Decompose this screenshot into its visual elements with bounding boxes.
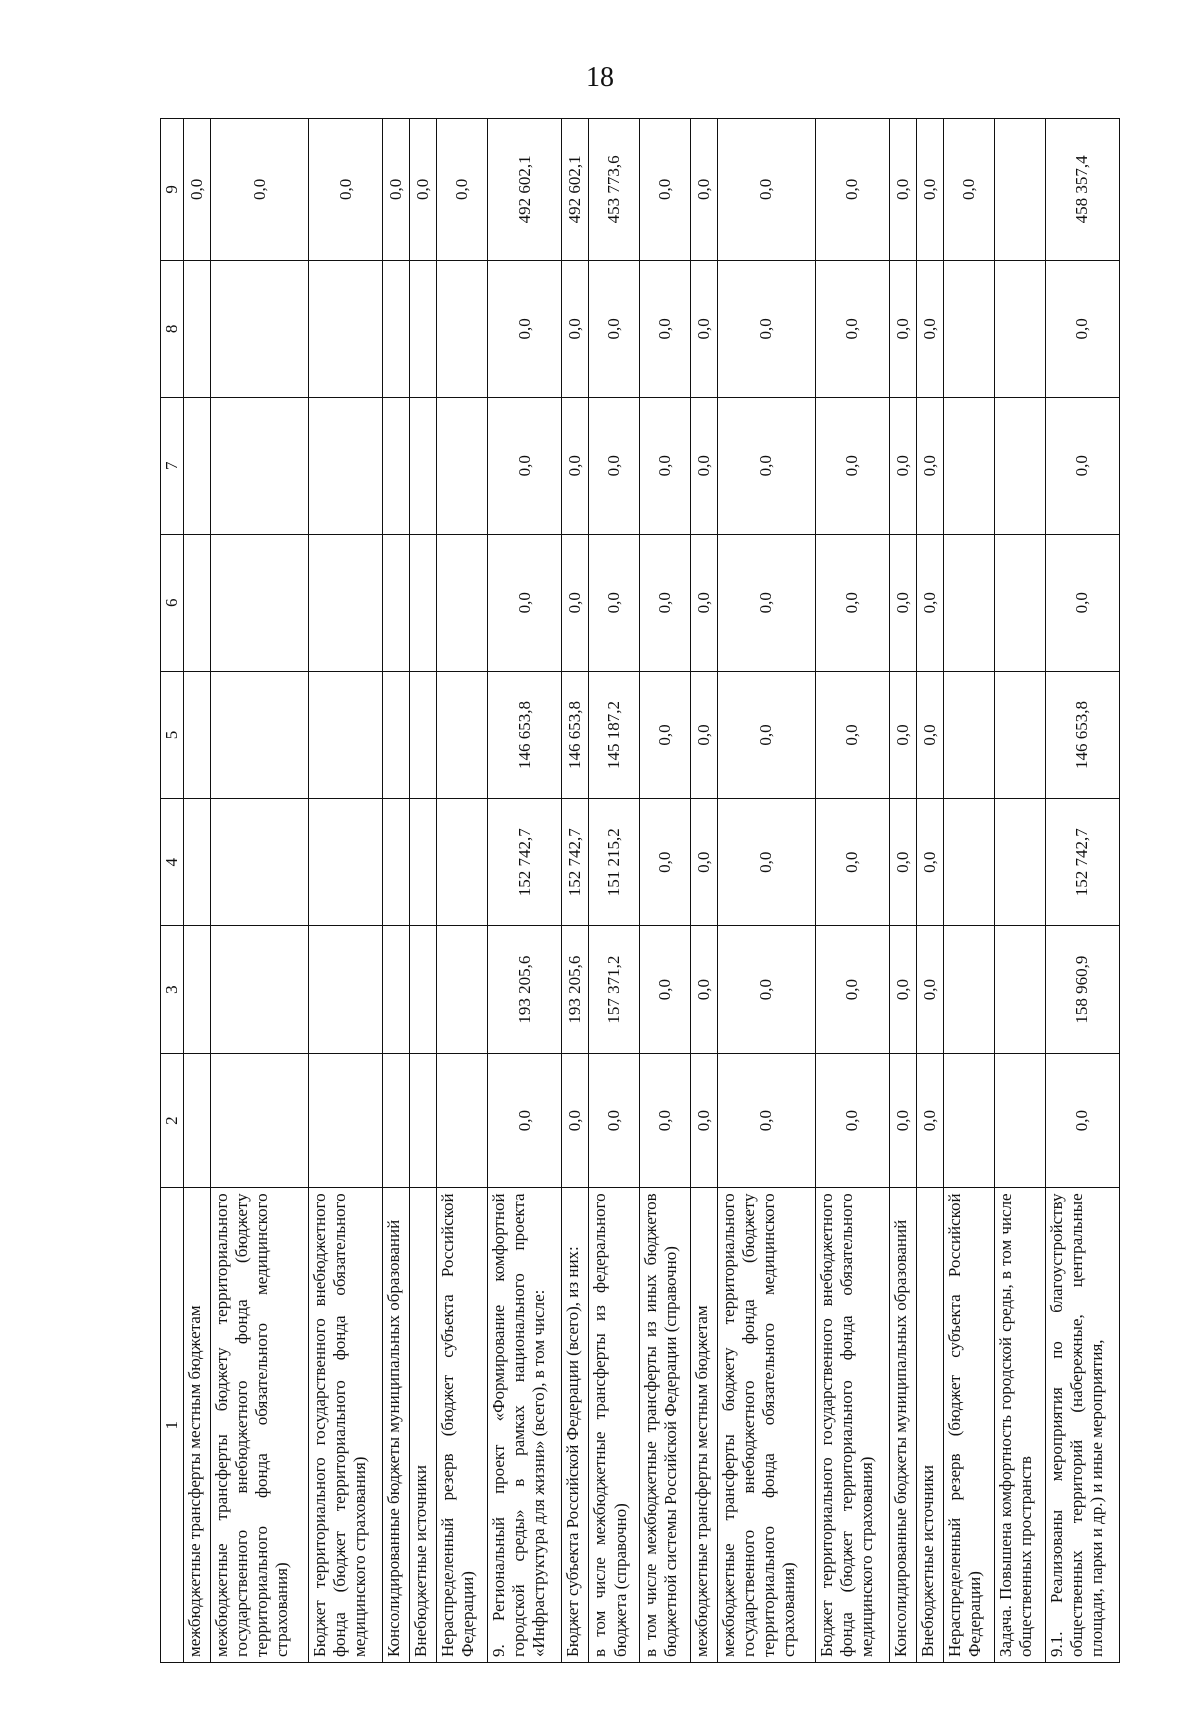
value-cell: 145 187,2 [589,671,640,798]
value-cell: 146 653,8 [562,671,589,798]
value-cell [308,260,382,397]
value-cell [383,926,410,1053]
value-cell [308,397,382,534]
value-cell [184,926,211,1053]
rotated-table-area [160,118,1120,1663]
value-cell: 0,0 [690,119,717,261]
value-cell [184,1053,211,1188]
value-cell: 492 602,1 [562,119,589,261]
value-cell [944,799,995,926]
value-cell [994,119,1045,261]
value-cell [184,534,211,671]
value-cell: 0,0 [890,926,917,1053]
value-cell: 0,0 [184,119,211,261]
value-cell: 0,0 [717,926,815,1053]
value-cell [383,260,410,397]
table-body [184,119,1120,1663]
value-cell: 0,0 [815,799,889,926]
value-cell: 0,0 [589,397,640,534]
row-label: межбюджетные трансферты бюджету территориального государственного внебюджетного фонда (бюджету территориального фонда обязательного медицинского страхования) [211,1188,309,1663]
table-row [211,119,309,1663]
value-cell: 0,0 [815,260,889,397]
row-label: межбюджетные трансферты местным бюджетам [184,1188,211,1663]
table-row [308,119,382,1663]
value-cell [383,671,410,798]
value-cell [383,1053,410,1188]
row-label: Задача. Повышена комфортность городской среды, в том числе общественных пространств [994,1188,1045,1663]
table-row [589,119,640,1663]
value-cell [410,799,437,926]
value-cell: 0,0 [640,799,691,926]
value-cell: 0,0 [890,1053,917,1188]
value-cell [308,1053,382,1188]
table-row [815,119,889,1663]
value-cell: 146 653,8 [1045,671,1119,798]
value-cell: 0,0 [717,260,815,397]
table-row [717,119,815,1663]
value-cell [410,671,437,798]
value-cell: 0,0 [1045,1053,1119,1188]
value-cell [994,534,1045,671]
value-cell [994,926,1045,1053]
value-cell: 0,0 [815,926,889,1053]
value-cell: 0,0 [437,119,488,261]
table-row [917,119,944,1663]
budget-table [160,118,1120,1663]
value-cell [410,1053,437,1188]
value-cell [994,1053,1045,1188]
value-cell: 0,0 [717,119,815,261]
value-cell: 0,0 [640,1053,691,1188]
value-cell: 0,0 [562,260,589,397]
value-cell [437,799,488,926]
value-cell: 492 602,1 [488,119,562,261]
row-label: 9. Региональный проект «Формирование комфортной городской среды» в рамках национального проекта «Инфраструктура для жизни» (всего), в том числе: [488,1188,562,1663]
value-cell: 0,0 [690,799,717,926]
value-cell [944,671,995,798]
value-cell [944,397,995,534]
value-cell: 0,0 [890,799,917,926]
value-cell: 193 205,6 [562,926,589,1053]
value-cell [437,926,488,1053]
column-header: 7 [161,397,184,534]
value-cell: 0,0 [917,671,944,798]
value-cell [944,926,995,1053]
value-cell: 157 371,2 [589,926,640,1053]
value-cell: 0,0 [690,926,717,1053]
value-cell: 0,0 [211,119,309,261]
value-cell [184,671,211,798]
table-row [410,119,437,1663]
value-cell [383,799,410,926]
value-cell: 0,0 [640,671,691,798]
row-label: межбюджетные трансферты местным бюджетам [690,1188,717,1663]
value-cell: 0,0 [917,926,944,1053]
value-cell: 0,0 [717,397,815,534]
value-cell: 0,0 [308,119,382,261]
value-cell [994,799,1045,926]
value-cell [944,1053,995,1188]
value-cell: 152 742,7 [488,799,562,926]
value-cell [211,534,309,671]
table-row [944,119,995,1663]
header-row [161,119,184,1663]
value-cell [211,1053,309,1188]
value-cell: 146 653,8 [488,671,562,798]
value-cell: 0,0 [640,397,691,534]
value-cell: 0,0 [1045,260,1119,397]
table-row [184,119,211,1663]
value-cell: 0,0 [815,671,889,798]
value-cell: 152 742,7 [1045,799,1119,926]
table-row [437,119,488,1663]
column-header: 3 [161,926,184,1053]
value-cell [410,534,437,671]
value-cell [437,534,488,671]
value-cell: 0,0 [562,534,589,671]
value-cell: 0,0 [815,397,889,534]
value-cell: 0,0 [488,260,562,397]
value-cell: 0,0 [383,119,410,261]
column-header: 1 [161,1188,184,1663]
value-cell: 0,0 [917,397,944,534]
value-cell: 0,0 [890,119,917,261]
value-cell: 0,0 [717,534,815,671]
value-cell: 0,0 [488,1053,562,1188]
row-label: Внебюджетные источники [917,1188,944,1663]
row-label: Внебюджетные источники [410,1188,437,1663]
value-cell: 0,0 [890,671,917,798]
column-header: 9 [161,119,184,261]
value-cell: 0,0 [589,534,640,671]
value-cell [410,926,437,1053]
value-cell: 0,0 [690,1053,717,1188]
value-cell: 458 357,4 [1045,119,1119,261]
value-cell [184,397,211,534]
value-cell: 0,0 [488,397,562,534]
value-cell: 0,0 [690,397,717,534]
value-cell: 158 960,9 [1045,926,1119,1053]
value-cell: 0,0 [562,1053,589,1188]
value-cell [308,534,382,671]
value-cell: 0,0 [890,260,917,397]
value-cell: 0,0 [640,260,691,397]
row-label: в том числе межбюджетные трансферты из федерального бюджета (справочно) [589,1188,640,1663]
value-cell: 0,0 [815,119,889,261]
value-cell: 0,0 [640,926,691,1053]
value-cell: 151 215,2 [589,799,640,926]
value-cell: 0,0 [815,534,889,671]
value-cell [308,926,382,1053]
value-cell [437,671,488,798]
value-cell: 0,0 [1045,534,1119,671]
value-cell: 0,0 [1045,397,1119,534]
value-cell [437,1053,488,1188]
row-label: 9.1. Реализованы мероприятия по благоустройству общественных территорий (набережные, центральные площади, парки и др.) и иные мероприятия, [1045,1188,1119,1663]
table-row [383,119,410,1663]
value-cell [437,260,488,397]
value-cell: 0,0 [917,1053,944,1188]
row-label: Нераспределенный резерв (бюджет субъекта Российской Федерации) [437,1188,488,1663]
column-header: 5 [161,671,184,798]
value-cell [994,671,1045,798]
row-label: межбюджетные трансферты бюджету территориального государственного внебюджетного фонда (бюджету территориального фонда обязательного медицинского страхования) [717,1188,815,1663]
value-cell: 0,0 [589,260,640,397]
table-row [890,119,917,1663]
row-label: Консолидированные бюджеты муниципальных образований [890,1188,917,1663]
value-cell [308,671,382,798]
table-row [562,119,589,1663]
value-cell [383,534,410,671]
table-container [160,118,1120,1663]
value-cell [308,799,382,926]
table-row [994,119,1045,1663]
value-cell [410,260,437,397]
value-cell [184,260,211,397]
page-number: 18 [586,62,614,93]
value-cell: 0,0 [640,534,691,671]
table-row [1045,119,1119,1663]
value-cell [184,799,211,926]
value-cell [944,260,995,397]
value-cell: 0,0 [717,671,815,798]
value-cell [994,397,1045,534]
value-cell: 0,0 [410,119,437,261]
value-cell [944,534,995,671]
value-cell [211,397,309,534]
value-cell: 0,0 [890,397,917,534]
table-row [488,119,562,1663]
column-header: 2 [161,1053,184,1188]
row-label: Бюджет территориального государственного внебюджетного фонда (бюджет территориального фонда обязательного медицинского страхования) [308,1188,382,1663]
value-cell: 0,0 [690,671,717,798]
value-cell: 193 205,6 [488,926,562,1053]
value-cell: 0,0 [815,1053,889,1188]
value-cell: 0,0 [640,119,691,261]
value-cell [994,260,1045,397]
value-cell [211,260,309,397]
column-header: 8 [161,260,184,397]
table-row [690,119,717,1663]
value-cell: 0,0 [917,534,944,671]
value-cell: 0,0 [890,534,917,671]
value-cell: 0,0 [717,799,815,926]
value-cell [410,397,437,534]
value-cell [383,397,410,534]
row-label: Консолидированные бюджеты муниципальных образований [383,1188,410,1663]
value-cell: 0,0 [690,260,717,397]
value-cell: 0,0 [717,1053,815,1188]
value-cell: 0,0 [917,799,944,926]
table-row [640,119,691,1663]
value-cell: 0,0 [488,534,562,671]
value-cell: 0,0 [589,1053,640,1188]
value-cell: 0,0 [917,119,944,261]
value-cell [211,671,309,798]
value-cell [211,926,309,1053]
column-header: 6 [161,534,184,671]
row-label: в том числе межбюджетные трансферты из иных бюджетов бюджетной системы Российской Федерации (справочно) [640,1188,691,1663]
column-header: 4 [161,799,184,926]
value-cell: 0,0 [944,119,995,261]
row-label: Бюджет субъекта Российской Федерации (всего), из них: [562,1188,589,1663]
value-cell: 0,0 [690,534,717,671]
row-label: Бюджет территориального государственного внебюджетного фонда (бюджет территориального фонда обязательного медицинского страхования) [815,1188,889,1663]
value-cell [211,799,309,926]
value-cell: 0,0 [562,397,589,534]
value-cell [437,397,488,534]
value-cell: 453 773,6 [589,119,640,261]
value-cell: 152 742,7 [562,799,589,926]
row-label: Нераспределенный резерв (бюджет субъекта Российской Федерации) [944,1188,995,1663]
value-cell: 0,0 [917,260,944,397]
